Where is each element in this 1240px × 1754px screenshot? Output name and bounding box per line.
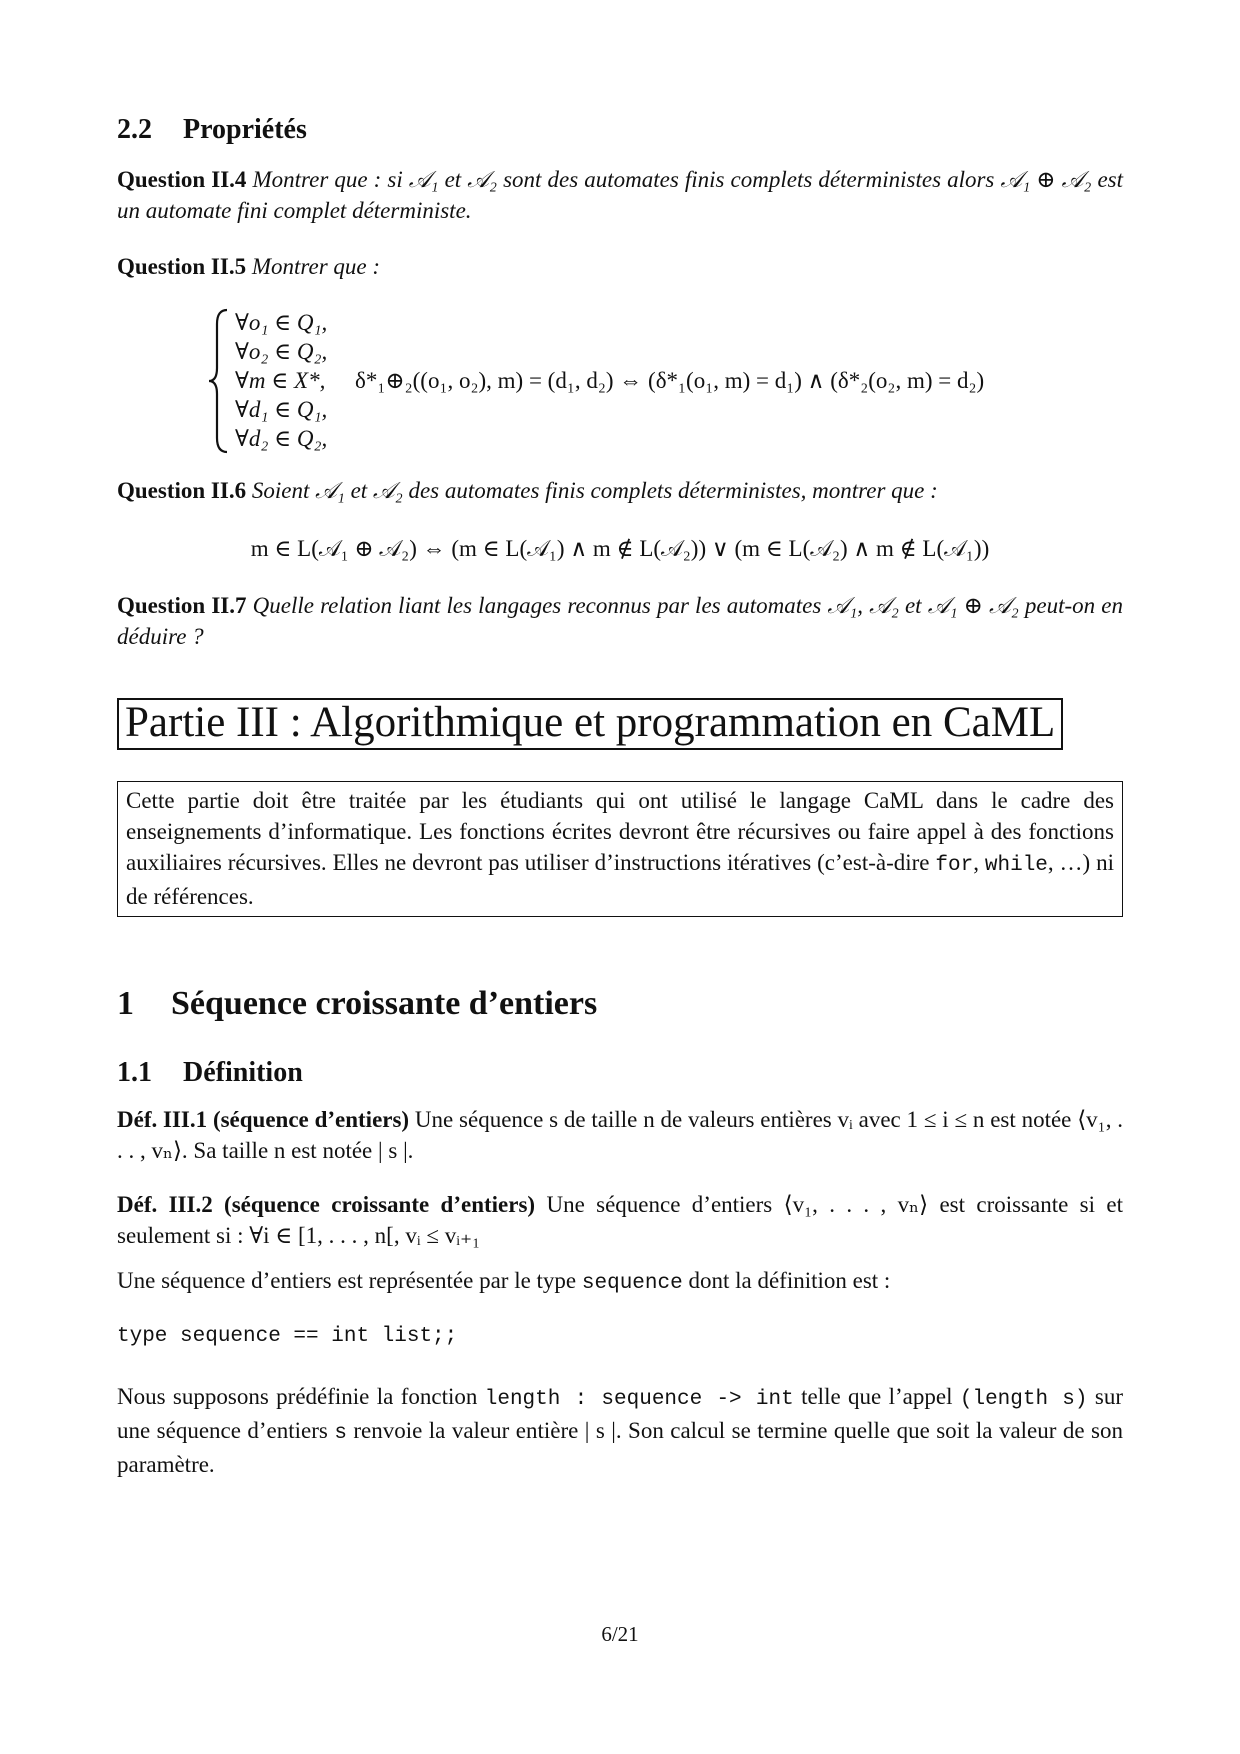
question-text: Montrer que : si 𝒜₁ et 𝒜₂ sont des automates finis complets déterministes alors 𝒜₁ ⊕ 𝒜₂ est un automate fini complet déterministe. bbox=[117, 167, 1123, 223]
definition-text: Une séquence d’entiers ⟨v₁, . . . , vₙ⟩ est croissante si et seulement si : ∀i ∈ [1, . . . , n[, vᵢ ≤ vᵢ₊₁ bbox=[117, 1192, 1123, 1248]
definition-text: Une séquence s de taille n de valeurs entières vᵢ avec 1 ≤ i ≤ n est notée ⟨v₁, . . . , vₙ⟩. Sa taille n est notée | s |. bbox=[117, 1107, 1123, 1163]
section-heading-1 bbox=[117, 985, 597, 1023]
section-heading-2-2 bbox=[117, 114, 307, 146]
formula: δ*₁⊕₂((o₁, o₂), m) = (d₁, d₂) ⇔ (δ*₁(o₁, m) = d₁) ∧ (δ*₂(o₂, m) = d₂) bbox=[355, 368, 985, 393]
question-label: Question II.7 bbox=[117, 593, 247, 618]
question-text: Soient 𝒜₁ et 𝒜₂ des automates finis complets déterministes, montrer que : bbox=[251, 478, 938, 503]
quantifier-line: ∀d₂ ∈ Q₂, bbox=[235, 426, 328, 451]
paragraph-text: telle que l’appel bbox=[793, 1384, 960, 1409]
formula-ii6: m ∈ L(𝒜₁ ⊕ 𝒜₂) ⇔ (m ∈ L(𝒜₁) ∧ m ∉ L(𝒜₂)) ∨ (m ∈ L(𝒜₂) ∧ m ∉ L(𝒜₁)) bbox=[250, 536, 990, 561]
definition-label: Déf. III.2 (séquence croissante d’entiers) bbox=[117, 1192, 536, 1217]
question-label: Question II.6 bbox=[117, 478, 247, 503]
definition-iii1 bbox=[117, 1104, 1123, 1166]
code-length-call: (length s) bbox=[959, 1388, 1088, 1411]
code-while: while bbox=[984, 854, 1048, 877]
quantifier-line: ∀o₁ ∈ Q₁, bbox=[235, 310, 328, 335]
paragraph-text: dont la définition est : bbox=[682, 1268, 891, 1293]
page-number: 6/21 bbox=[601, 1622, 639, 1646]
paragraph-text: Une séquence d’entiers est représentée par le type bbox=[117, 1268, 582, 1293]
representation-paragraph bbox=[117, 1265, 1123, 1299]
quantifier-line: ∀m ∈ X*, bbox=[235, 368, 326, 393]
code-block-type-definition: type sequence == int list;; bbox=[117, 1325, 458, 1348]
section-number: 2.2 bbox=[117, 114, 152, 145]
paragraph-text: renvoie la valeur entière | s |. Son calcul se termine quelle que soit la valeur de son paramètre. bbox=[117, 1418, 1123, 1477]
question-ii4 bbox=[117, 164, 1123, 226]
section-title: Propriétés bbox=[183, 114, 307, 145]
section-title: Séquence croissante d’entiers bbox=[171, 985, 598, 1022]
question-ii6 bbox=[117, 475, 1123, 506]
length-paragraph bbox=[117, 1381, 1123, 1480]
section-number: 1.1 bbox=[117, 1057, 152, 1088]
left-brace-icon bbox=[205, 306, 235, 456]
quantifier-line: ∀d₁ ∈ Q₁, bbox=[235, 397, 328, 422]
instructions-text: , bbox=[973, 850, 979, 875]
part-title: Partie III : Algorithmique et programmation en CaML bbox=[117, 698, 1063, 750]
system-of-quantifiers bbox=[205, 306, 1105, 456]
paragraph-text: Nous supposons prédéfinie la fonction bbox=[117, 1384, 485, 1409]
question-ii7 bbox=[117, 590, 1123, 652]
definition-label: Déf. III.1 (séquence d’entiers) bbox=[117, 1107, 410, 1132]
code-s: s bbox=[334, 1422, 347, 1445]
question-label: Question II.5 bbox=[117, 254, 247, 279]
code-length-signature: length : sequence -> int bbox=[484, 1388, 794, 1411]
section-heading-1-1 bbox=[117, 1057, 303, 1089]
instructions-text: , …) ni de références. bbox=[126, 850, 1115, 909]
code-sequence: sequence bbox=[581, 1272, 683, 1295]
section-title: Définition bbox=[183, 1057, 303, 1088]
question-text: Quelle relation liant les langages reconnus par les automates 𝒜₁, 𝒜₂ et 𝒜₁ ⊕ 𝒜₂ peut-on en déduire ? bbox=[117, 593, 1124, 649]
instructions-text: Cette partie doit être traitée par les étudiants qui ont utilisé le langage CaML dans le cadre des enseignements d’informatique. Les fonctions écrites devront être récursives ou faire appel à des fonctions auxiliaires récursives. Elles ne devront pas utiliser d’instructions itératives (c’est-à-dire bbox=[126, 788, 1114, 875]
question-text: Montrer que : bbox=[251, 254, 381, 279]
definition-iii2 bbox=[117, 1189, 1123, 1251]
question-ii5 bbox=[117, 251, 1123, 282]
section-number: 1 bbox=[117, 985, 134, 1022]
question-label: Question II.4 bbox=[117, 167, 247, 192]
part-instructions-box bbox=[117, 781, 1123, 917]
quantifier-line: ∀o₂ ∈ Q₂, bbox=[235, 339, 328, 364]
paragraph-text: sur une séquence d’entiers bbox=[117, 1384, 1123, 1443]
code-for: for bbox=[935, 854, 974, 877]
